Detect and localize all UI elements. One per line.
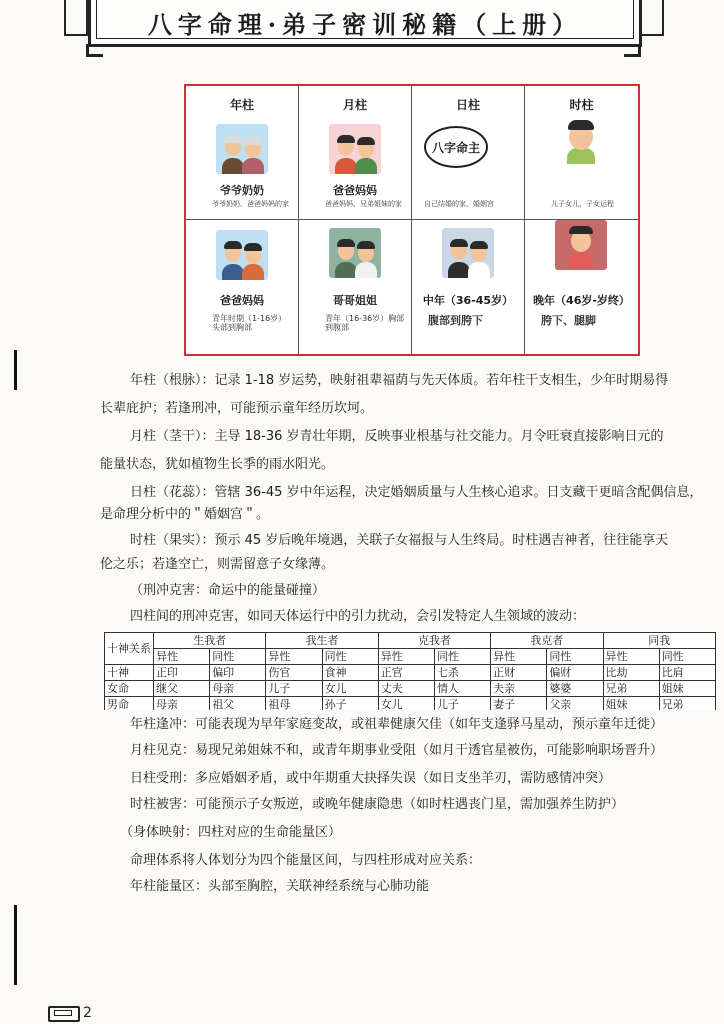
- paragraph-day-clash: 日柱受刑：多应婚姻矛盾，或中年期重大抉择失误（如日支坐羊刃，需防感情冲突）: [130, 771, 612, 786]
- scan-edge-mark: [14, 905, 17, 985]
- table-row: [105, 665, 716, 681]
- grandparents-icon: [216, 124, 268, 174]
- table-cell: 母亲: [154, 697, 210, 711]
- table-corner: 十神关系: [105, 633, 154, 665]
- right-ornament-icon: [640, 0, 664, 36]
- paragraph-day: 日柱（花蕊）：管辖 36-45 岁中年运程，决定婚姻质量与人生核心追求。日支藏干更暗含配偶信息，: [130, 485, 703, 500]
- table-cell: 孙子: [322, 697, 378, 711]
- pillar-note: 青年（16-36岁）胸部到腹部: [325, 314, 405, 332]
- table-subheader: 同性: [547, 649, 603, 665]
- pillar-note: 青年时期（1-16岁）头部到胸部: [212, 314, 287, 332]
- table-cell: 偏财: [547, 665, 603, 681]
- table-subheader: 异性: [491, 649, 547, 665]
- section-heading-clash: （刑冲克害：命运中的能量碰撞）: [130, 583, 326, 598]
- table-cell: 姐妹: [603, 697, 659, 711]
- table-cell: 七杀: [434, 665, 490, 681]
- table-cell: 儿子: [266, 681, 322, 697]
- wedding-couple-icon: [442, 228, 494, 278]
- pillar-month-bottom: [299, 220, 412, 354]
- row-label: 女命: [105, 681, 154, 697]
- table-cell: 正印: [154, 665, 210, 681]
- pillar-head: 日柱: [455, 98, 480, 112]
- pillar-note: 爸爸妈妈、兄弟姐妹的家: [325, 200, 402, 208]
- paragraph-month: 月柱（茎干）：主导 18-36 岁青壮年期，反映事业根基与社交能力。月令旺衰直接影响日元的: [130, 429, 664, 444]
- table-cell: 母亲: [210, 681, 266, 697]
- table-cell: 夫亲: [491, 681, 547, 697]
- table-subheader: 异性: [154, 649, 210, 665]
- table-cell: 比肩: [659, 665, 715, 681]
- paragraph-day-cont: 是命理分析中的＂婚姻宫＂。: [100, 507, 270, 522]
- pillar-name: 哥哥姐姐: [333, 294, 377, 307]
- table-subheader: 同性: [210, 649, 266, 665]
- table-subheader: 异性: [603, 649, 659, 665]
- row-label: 十神: [105, 665, 154, 681]
- paragraph-hour-cont: 伦之乐；若逢空亡，则需留意子女缘薄。: [100, 557, 335, 572]
- table-cell: 正财: [491, 665, 547, 681]
- pillar-note: 胯下、腿脚: [541, 314, 596, 327]
- parents-icon: [216, 230, 268, 280]
- pillar-note: 腹部到胯下: [428, 314, 483, 327]
- table-cell: 伤官: [266, 665, 322, 681]
- ten-gods-table: [104, 632, 716, 710]
- pillar-name: 爷爷奶奶: [220, 184, 264, 197]
- table-subheader: 同性: [322, 649, 378, 665]
- table-group-header: 我克者: [491, 633, 603, 649]
- left-ornament-icon: [64, 0, 88, 36]
- pillar-head: 年柱: [229, 98, 254, 112]
- paragraph-hour: 时柱（果实）：预示 45 岁后晚年境遇，关联子女福报与人生终局。时柱遇吉神者，往往能享天: [130, 533, 669, 548]
- header-banner: [88, 0, 642, 47]
- paragraph-month-cont: 能量状态，犹如植物生长季的雨水阳光。: [100, 457, 335, 472]
- paragraph-year-clash: 年柱逢冲：可能表现为早年家庭变故，或祖辈健康欠佳（如年支逢驿马星动，预示童年迁徙）: [130, 717, 664, 732]
- table-cell: 食神: [322, 665, 378, 681]
- child-icon: [555, 114, 607, 164]
- paragraph-clash-intro: 四柱间的刑冲克害，如同天体运行中的引力扰动，会引发特定人生领域的波动：: [130, 609, 586, 624]
- table-cell: 祖父: [210, 697, 266, 711]
- row-label: 男命: [105, 697, 154, 711]
- table-cell: 婆婆: [547, 681, 603, 697]
- table-cell: 继父: [154, 681, 210, 697]
- banner-corner-right: [624, 44, 641, 57]
- footer-ornament-icon: [48, 1006, 80, 1022]
- scan-edge-mark: [14, 350, 17, 390]
- table-cell: 丈夫: [378, 681, 434, 697]
- pillar-year-bottom: [186, 220, 299, 354]
- paragraph-hour-clash: 时柱被害：可能预示子女叛逆，或晚年健康隐患（如时柱遇丧门星，需加强养生防护）: [130, 797, 625, 812]
- parents-icon: [329, 124, 381, 174]
- table-cell: 妻子: [491, 697, 547, 711]
- table-cell: 父亲: [547, 697, 603, 711]
- pillar-month-top: [299, 86, 412, 220]
- paragraph-month-clash: 月柱见克：易现兄弟姐妹不和，或青年期事业受阻（如月干透官星被伤，可能影响职场晋升）: [130, 743, 664, 758]
- table-cell: 偏印: [210, 665, 266, 681]
- paragraph-year-cont: 长辈庇护；若逢刑冲，可能预示童年经历坎坷。: [100, 401, 374, 416]
- day-master-circle: 八字命主: [424, 126, 488, 168]
- page-title: 八字命理·弟子密训秘籍（上册）: [147, 9, 583, 39]
- table-subheader: 同性: [659, 649, 715, 665]
- table-cell: 情人: [434, 681, 490, 697]
- table-group-header: 同我: [603, 633, 716, 649]
- pillar-name: 爸爸妈妈: [220, 294, 264, 307]
- pillar-note: 自己结婚的家、婚姻宫: [424, 200, 494, 208]
- table-row: [105, 681, 716, 697]
- table-cell: 姐妹: [659, 681, 715, 697]
- pillar-head: 时柱: [569, 98, 594, 112]
- banner-corner-left: [86, 44, 103, 57]
- pillar-note: 爷爷奶奶、爸爸妈妈的家: [212, 200, 289, 208]
- table-group-header: 我生者: [266, 633, 378, 649]
- table-subheader: 异性: [378, 649, 434, 665]
- pillar-year-top: [186, 86, 299, 220]
- table-group-header: 克我者: [378, 633, 490, 649]
- pillar-day-top: [412, 86, 525, 220]
- table-cell: 兄弟: [659, 697, 715, 711]
- table-cell: 女儿: [378, 697, 434, 711]
- table-cell: 正官: [378, 665, 434, 681]
- pillar-name: 晚年（46岁-岁终）: [533, 294, 630, 307]
- section-heading-body: （身体映射：四柱对应的生命能量区）: [120, 825, 342, 840]
- table-subheader: 异性: [266, 649, 322, 665]
- table-subheader: 同性: [434, 649, 490, 665]
- table-cell: 兄弟: [603, 681, 659, 697]
- table-cell: 比劫: [603, 665, 659, 681]
- table-group-header: 生我者: [154, 633, 266, 649]
- page-number: 2: [83, 1005, 92, 1021]
- pillar-name: 中年（36-45岁）: [422, 294, 514, 307]
- pillar-hour-top: [525, 86, 638, 220]
- table-row: [105, 697, 716, 711]
- table-cell: 女儿: [322, 681, 378, 697]
- pillar-day-bottom: [412, 220, 525, 354]
- four-pillars-grid: [184, 84, 640, 356]
- paragraph-year: 年柱（根脉）：记录 1-18 岁运势，映射祖辈福荫与先天体质。若年柱干支相生，少年时期易得: [130, 373, 669, 388]
- pillar-name: 爸爸妈妈: [333, 184, 377, 197]
- pillar-note: 儿子女儿、子女运程: [551, 200, 614, 208]
- table-cell: 儿子: [434, 697, 490, 711]
- paragraph-year-zone: 年柱能量区：头部至胸腔，关联神经系统与心肺功能: [130, 879, 430, 894]
- table-cell: 祖母: [266, 697, 322, 711]
- pillar-head: 月柱: [342, 98, 367, 112]
- pillar-hour-bottom: [525, 220, 638, 354]
- paragraph-body-intro: 命理体系将人体划分为四个能量区间，与四柱形成对应关系：: [130, 853, 482, 868]
- elder-icon: [555, 220, 607, 270]
- siblings-icon: [329, 228, 381, 278]
- ten-gods-table-wrap: [104, 632, 716, 710]
